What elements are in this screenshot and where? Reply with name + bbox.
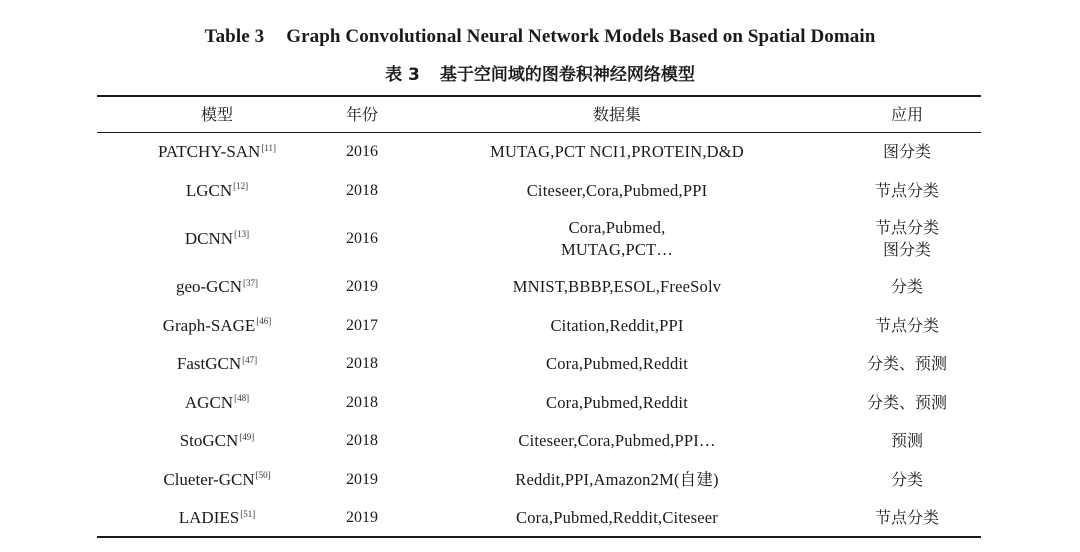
application-line: 分类、预测	[866, 392, 947, 412]
cell-model	[97, 210, 337, 268]
application-line: 节点分类	[874, 180, 939, 200]
model-name: LGCN	[185, 180, 233, 200]
cell-year: 2016	[346, 143, 378, 161]
table-header-row	[97, 97, 981, 132]
application-line: 预测	[890, 431, 923, 451]
dataset-line: Cora,Pubmed,Reddit	[545, 392, 688, 412]
cell-model	[97, 461, 337, 500]
cell-year: 2018	[346, 393, 378, 411]
model-name: LADIES	[178, 508, 240, 528]
application-line: 节点分类	[874, 315, 939, 335]
dataset-line: MUTAG,PCT NCI1,PROTEIN,D&D	[490, 142, 744, 162]
model-reference: [50]	[255, 470, 271, 481]
header-application: 应用	[890, 104, 923, 124]
table-row	[97, 461, 981, 500]
application-line: 分类、预测	[866, 354, 947, 374]
cell-application	[827, 172, 987, 211]
model-reference: [49]	[239, 431, 255, 442]
model-name: Clueter-GCN	[163, 469, 255, 489]
table-row	[97, 210, 981, 268]
application-line: 节点分类	[874, 508, 939, 528]
cell-year: 2018	[346, 355, 378, 373]
model-reference: [37]	[243, 277, 259, 288]
cell-dataset	[417, 210, 817, 268]
cell-model	[97, 345, 337, 384]
cell-application	[827, 133, 987, 172]
model-name: AGCN	[184, 392, 234, 412]
cell-dataset	[417, 345, 817, 384]
cell-year: 2018	[346, 432, 378, 450]
cell-application	[827, 422, 987, 461]
header-model: 模型	[200, 104, 233, 124]
dataset-line: MNIST,BBBP,ESOL,FreeSolv	[512, 277, 722, 297]
cell-dataset	[417, 268, 817, 307]
model-name: Graph-SAGE	[162, 315, 256, 335]
cell-model	[97, 499, 337, 538]
dataset-line: Cora,Pubmed,Reddit,Citeseer	[516, 508, 718, 528]
dataset-line: MUTAG,PCT…	[560, 240, 674, 259]
cell-year: 2016	[346, 230, 378, 247]
application-line: 图分类	[882, 142, 931, 162]
cell-application	[827, 210, 987, 268]
model-reference: [13]	[234, 229, 250, 240]
model-reference: [12]	[233, 181, 249, 192]
model-reference: [47]	[242, 354, 258, 365]
cell-dataset	[417, 422, 817, 461]
dataset-line: Citeseer,Cora,Pubmed,PPI…	[518, 431, 716, 451]
cell-application	[827, 307, 987, 346]
table-title-english: Graph Convolutional Neural Network Models Based on Spatial Domain	[286, 26, 876, 47]
dataset-line: Cora,Pubmed,Reddit	[545, 354, 688, 374]
cell-year: 2019	[346, 278, 378, 296]
cell-application	[827, 499, 987, 538]
cell-model	[97, 384, 337, 423]
table-row	[97, 422, 981, 461]
cell-model	[97, 172, 337, 211]
cell-year: 2018	[346, 181, 378, 199]
cell-year: 2017	[346, 316, 378, 334]
cell-model	[97, 133, 337, 172]
model-name: PATCHY-SAN	[157, 142, 261, 162]
application-line: 分类	[890, 277, 923, 297]
cell-dataset	[417, 133, 817, 172]
header-year: 年份	[345, 104, 378, 124]
table-row	[97, 307, 981, 346]
application-line: 节点分类	[874, 218, 939, 237]
table-body	[97, 133, 981, 536]
model-name: FastGCN	[176, 354, 242, 374]
cell-application	[827, 384, 987, 423]
table-row	[97, 268, 981, 307]
model-name: DCNN	[184, 229, 234, 248]
cell-dataset	[417, 461, 817, 500]
table-row	[97, 133, 981, 172]
header-dataset: 数据集	[592, 104, 641, 124]
model-reference: [48]	[234, 393, 250, 404]
table-title-chinese: 基于空间域的图卷积神经网络模型	[439, 65, 695, 85]
table-bottom-rule	[97, 536, 981, 538]
model-name: StoGCN	[179, 431, 239, 451]
cell-model	[97, 268, 337, 307]
model-reference: [51]	[240, 508, 256, 519]
dataset-line: Reddit,PPI,Amazon2M(自建)	[515, 469, 719, 489]
cell-application	[827, 268, 987, 307]
cell-dataset	[417, 307, 817, 346]
cell-application	[827, 461, 987, 500]
table-caption-chinese	[0, 60, 1080, 85]
dataset-line: Cora,Pubmed,	[568, 218, 666, 237]
table-caption-english	[0, 26, 1080, 48]
cell-model	[97, 307, 337, 346]
table-number-english: Table 3	[204, 26, 265, 47]
cell-dataset	[417, 499, 817, 538]
model-name: geo-GCN	[175, 277, 243, 297]
table-number-chinese: 表 3	[385, 65, 420, 85]
table-row	[97, 384, 981, 423]
table-row	[97, 499, 981, 538]
cell-model	[97, 422, 337, 461]
cell-dataset	[417, 172, 817, 211]
dataset-line: Citeseer,Cora,Pubmed,PPI	[526, 180, 708, 200]
cell-year: 2019	[346, 470, 378, 488]
application-line: 图分类	[882, 240, 931, 259]
table-row	[97, 172, 981, 211]
cell-dataset	[417, 384, 817, 423]
cell-year: 2019	[346, 509, 378, 527]
table-row	[97, 345, 981, 384]
model-reference: [46]	[256, 316, 272, 327]
dataset-line: Citation,Reddit,PPI	[550, 315, 684, 335]
cell-application	[827, 345, 987, 384]
application-line: 分类	[890, 469, 923, 489]
model-reference: [11]	[261, 142, 277, 153]
